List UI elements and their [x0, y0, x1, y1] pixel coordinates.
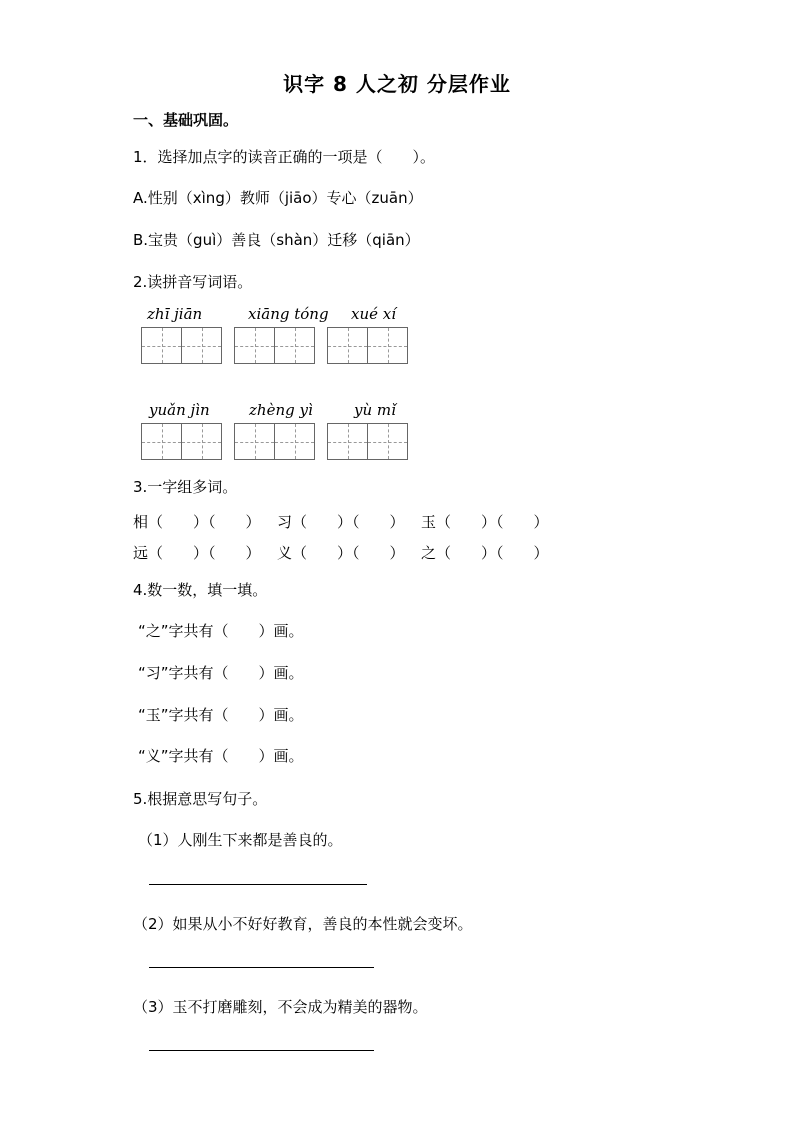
word-group: 相（ ）（ ） — [133, 513, 261, 531]
stroke-count-item: “义”字共有（ ）画。 — [138, 747, 304, 765]
word-group: 远（ ）（ ） — [133, 544, 261, 562]
question-1-stem: 1．选择加点字的读音正确的一项是（ ）。 — [133, 148, 436, 166]
writing-cell[interactable] — [327, 423, 368, 460]
writing-grid — [234, 423, 315, 460]
writing-cell[interactable] — [181, 423, 222, 460]
writing-cell[interactable] — [234, 327, 275, 364]
writing-grid — [327, 327, 408, 364]
pinyin-label: yù mǐ — [354, 401, 396, 419]
writing-grid — [234, 327, 315, 364]
writing-grid — [141, 327, 222, 364]
sentence-prompt: （1）人刚生下来都是善良的。 — [138, 831, 343, 849]
pinyin-label: xiāng tóng — [248, 305, 329, 323]
writing-cell[interactable] — [141, 327, 182, 364]
word-group: 玉（ ）（ ） — [421, 513, 549, 531]
writing-grid — [141, 423, 222, 460]
pinyin-label: yuǎn jìn — [149, 401, 210, 419]
sentence-prompt: （3）玉不打磨雕刻，不会成为精美的器物。 — [133, 998, 428, 1016]
page-title: 识字 8 人之初 分层作业 — [283, 72, 511, 96]
writing-cell[interactable] — [234, 423, 275, 460]
stroke-count-item: “习”字共有（ ）画。 — [138, 664, 304, 682]
question-1-option-b: B.宝贵（guì）善良（shàn）迁移（qiān） — [133, 231, 420, 249]
answer-line[interactable] — [149, 1050, 374, 1051]
word-group: 之（ ）（ ） — [421, 544, 549, 562]
question-4-stem: 4.数一数，填一填。 — [133, 581, 268, 599]
word-group: 义（ ）（ ） — [277, 544, 405, 562]
writing-cell[interactable] — [367, 423, 408, 460]
question-3-stem: 3.一字组多词。 — [133, 478, 238, 496]
pinyin-label: zhī jiān — [147, 305, 203, 323]
question-2-stem: 2.读拼音写词语。 — [133, 273, 253, 291]
writing-cell[interactable] — [367, 327, 408, 364]
writing-cell[interactable] — [181, 327, 222, 364]
answer-line[interactable] — [149, 884, 367, 885]
writing-cell[interactable] — [327, 327, 368, 364]
section-heading: 一、基础巩固。 — [133, 111, 239, 129]
stroke-count-item: “之”字共有（ ）画。 — [138, 622, 304, 640]
pinyin-label: xué xí — [351, 305, 397, 323]
answer-line[interactable] — [149, 967, 374, 968]
writing-cell[interactable] — [141, 423, 182, 460]
word-group: 习（ ）（ ） — [277, 513, 405, 531]
writing-grid — [327, 423, 408, 460]
writing-cell[interactable] — [274, 423, 315, 460]
writing-cell[interactable] — [274, 327, 315, 364]
sentence-prompt: （2）如果从小不好好教育，善良的本性就会变坏。 — [133, 915, 473, 933]
question-5-stem: 5.根据意思写句子。 — [133, 790, 268, 808]
question-1-option-a: A.性别（xìng）教师（jiāo）专心（zuān） — [133, 189, 423, 207]
pinyin-label: zhèng yì — [249, 401, 313, 419]
stroke-count-item: “玉”字共有（ ）画。 — [138, 706, 304, 724]
